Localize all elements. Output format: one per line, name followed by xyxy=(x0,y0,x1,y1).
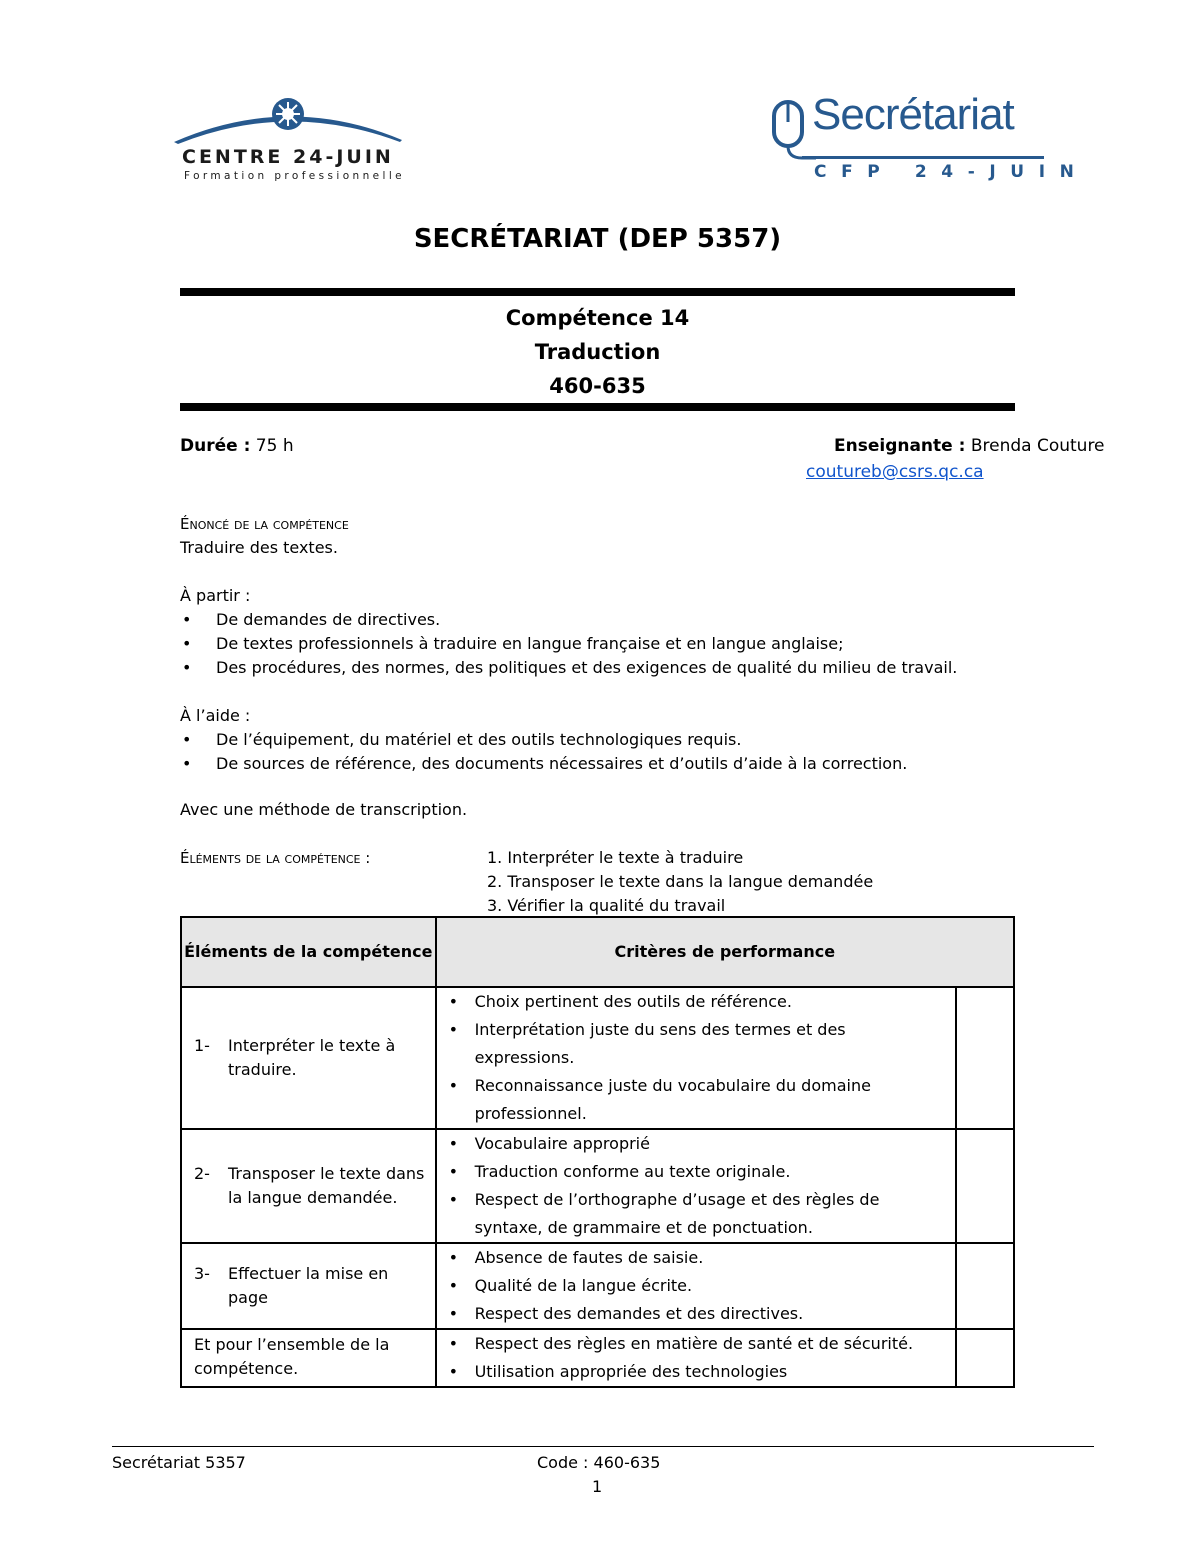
element-cell xyxy=(181,1243,436,1329)
table-row xyxy=(181,1129,1014,1243)
table-row xyxy=(181,1329,1014,1387)
a-partir-heading: À partir : xyxy=(180,586,251,605)
bottom-rule xyxy=(180,403,1015,411)
list-item: • De l’équipement, du matériel et des outils technologiques requis. xyxy=(180,728,907,752)
table-row xyxy=(181,1243,1014,1329)
top-rule xyxy=(180,288,1015,296)
a-laide-list xyxy=(180,728,907,776)
list-item: 3. Vérifier la qualité du travail xyxy=(487,896,726,915)
checkbox-cell[interactable] xyxy=(956,1243,1014,1329)
header-criteria: Critères de performance xyxy=(436,917,1014,987)
footer-center: Code : 460-635 xyxy=(537,1453,661,1472)
methode-text: Avec une méthode de transcription. xyxy=(180,800,468,819)
element-text: Effectuer la mise en page xyxy=(228,1264,389,1307)
criteria-cell xyxy=(436,1243,957,1329)
list-item: • Des procédures, des normes, des politiques et des exigences de qualité du milieu de travail. xyxy=(180,656,957,680)
table-header-row xyxy=(181,917,1014,987)
logo-right-subtitle: CFP 24-JUIN xyxy=(814,162,1089,182)
element-number: 3- xyxy=(194,1264,210,1283)
list-item: 2. Transposer le texte dans la langue demandée xyxy=(487,872,874,891)
teacher-email-link[interactable]: coutureb@csrs.qc.ca xyxy=(806,462,984,482)
criterion: • Vocabulaire approprié xyxy=(449,1130,950,1158)
elements-list xyxy=(487,846,873,918)
checkbox-cell[interactable] xyxy=(956,987,1014,1129)
element-number: 1- xyxy=(194,1036,210,1055)
secretariat-cfp-logo xyxy=(768,90,1089,188)
logo-left-subtitle: Formation professionnelle xyxy=(184,170,406,182)
criterion: • Respect des règles en matière de santé et de sécurité. xyxy=(449,1330,950,1358)
enonce-heading: Énoncé de la compétence xyxy=(180,515,349,533)
criterion: • Absence de fautes de saisie. xyxy=(449,1244,950,1272)
performance-table xyxy=(180,916,1015,1388)
duration-value: 75 h xyxy=(255,436,294,456)
competence-number: Compétence 14 xyxy=(505,306,690,330)
element-text: Interpréter le texte à traduire. xyxy=(228,1036,396,1079)
list-item: • De textes professionnels à traduire en langue française et en langue anglaise; xyxy=(180,632,957,656)
mouse-icon xyxy=(768,96,816,162)
element-cell xyxy=(181,987,436,1129)
element-text: Et pour l’ensemble de la compétence. xyxy=(194,1335,390,1378)
footer-left: Secrétariat 5357 xyxy=(112,1453,246,1472)
criteria-cell xyxy=(436,987,957,1129)
criterion: • Traduction conforme au texte originale. xyxy=(449,1158,950,1186)
criterion: • Choix pertinent des outils de référence. xyxy=(449,988,950,1016)
table-row xyxy=(181,987,1014,1129)
teacher-label: Enseignante : xyxy=(834,436,966,456)
page-number: 1 xyxy=(592,1477,603,1496)
document-title: SECRÉTARIAT (DEP 5357) xyxy=(413,224,782,254)
teacher-email-wrap xyxy=(806,460,984,484)
logo-underline xyxy=(802,156,1044,159)
element-cell xyxy=(181,1329,436,1387)
header-elements: Éléments de la compétence xyxy=(181,917,436,987)
logo-right-name: Secrétariat xyxy=(812,90,1014,139)
a-laide-heading: À l’aide : xyxy=(180,706,251,725)
criterion: • Respect de l’orthographe d’usage et des règles de syntaxe, de grammaire et de ponctuation. xyxy=(449,1186,950,1242)
criteria-cell xyxy=(436,1329,957,1387)
teacher-name: Brenda Couture xyxy=(970,436,1105,456)
checkbox-cell[interactable] xyxy=(956,1329,1014,1387)
element-cell xyxy=(181,1129,436,1243)
competence-name: Traduction xyxy=(534,340,661,364)
list-item: 1. Interpréter le texte à traduire xyxy=(487,848,744,867)
criterion: • Interprétation juste du sens des termes et des expressions. xyxy=(449,1016,950,1072)
footer-rule xyxy=(112,1446,1094,1447)
criterion: • Reconnaissance juste du vocabulaire du domaine professionnel. xyxy=(449,1072,950,1128)
sun-arc-icon xyxy=(172,92,404,152)
list-item: • De sources de référence, des documents nécessaires et d’outils d’aide à la correction. xyxy=(180,752,907,776)
element-number: 2- xyxy=(194,1164,210,1183)
duration-label: Durée : xyxy=(180,436,251,456)
criteria-cell xyxy=(436,1129,957,1243)
centre-24-juin-logo xyxy=(172,92,404,188)
criterion: • Qualité de la langue écrite. xyxy=(449,1272,950,1300)
a-partir-list xyxy=(180,608,957,680)
logo-left-name: CENTRE 24-JUIN xyxy=(182,146,394,168)
enonce-text: Traduire des textes. xyxy=(180,538,338,557)
criterion: • Respect des demandes et des directives. xyxy=(449,1300,950,1328)
elements-heading: Éléments de la compétence : xyxy=(180,849,371,867)
criterion: • Utilisation appropriée des technologies xyxy=(449,1358,950,1386)
element-text: Transposer le texte dans la langue demandée. xyxy=(228,1164,425,1207)
teacher xyxy=(834,434,1105,458)
course-code: 460-635 xyxy=(549,374,646,398)
duration xyxy=(180,434,294,458)
list-item: • De demandes de directives. xyxy=(180,608,957,632)
checkbox-cell[interactable] xyxy=(956,1129,1014,1243)
